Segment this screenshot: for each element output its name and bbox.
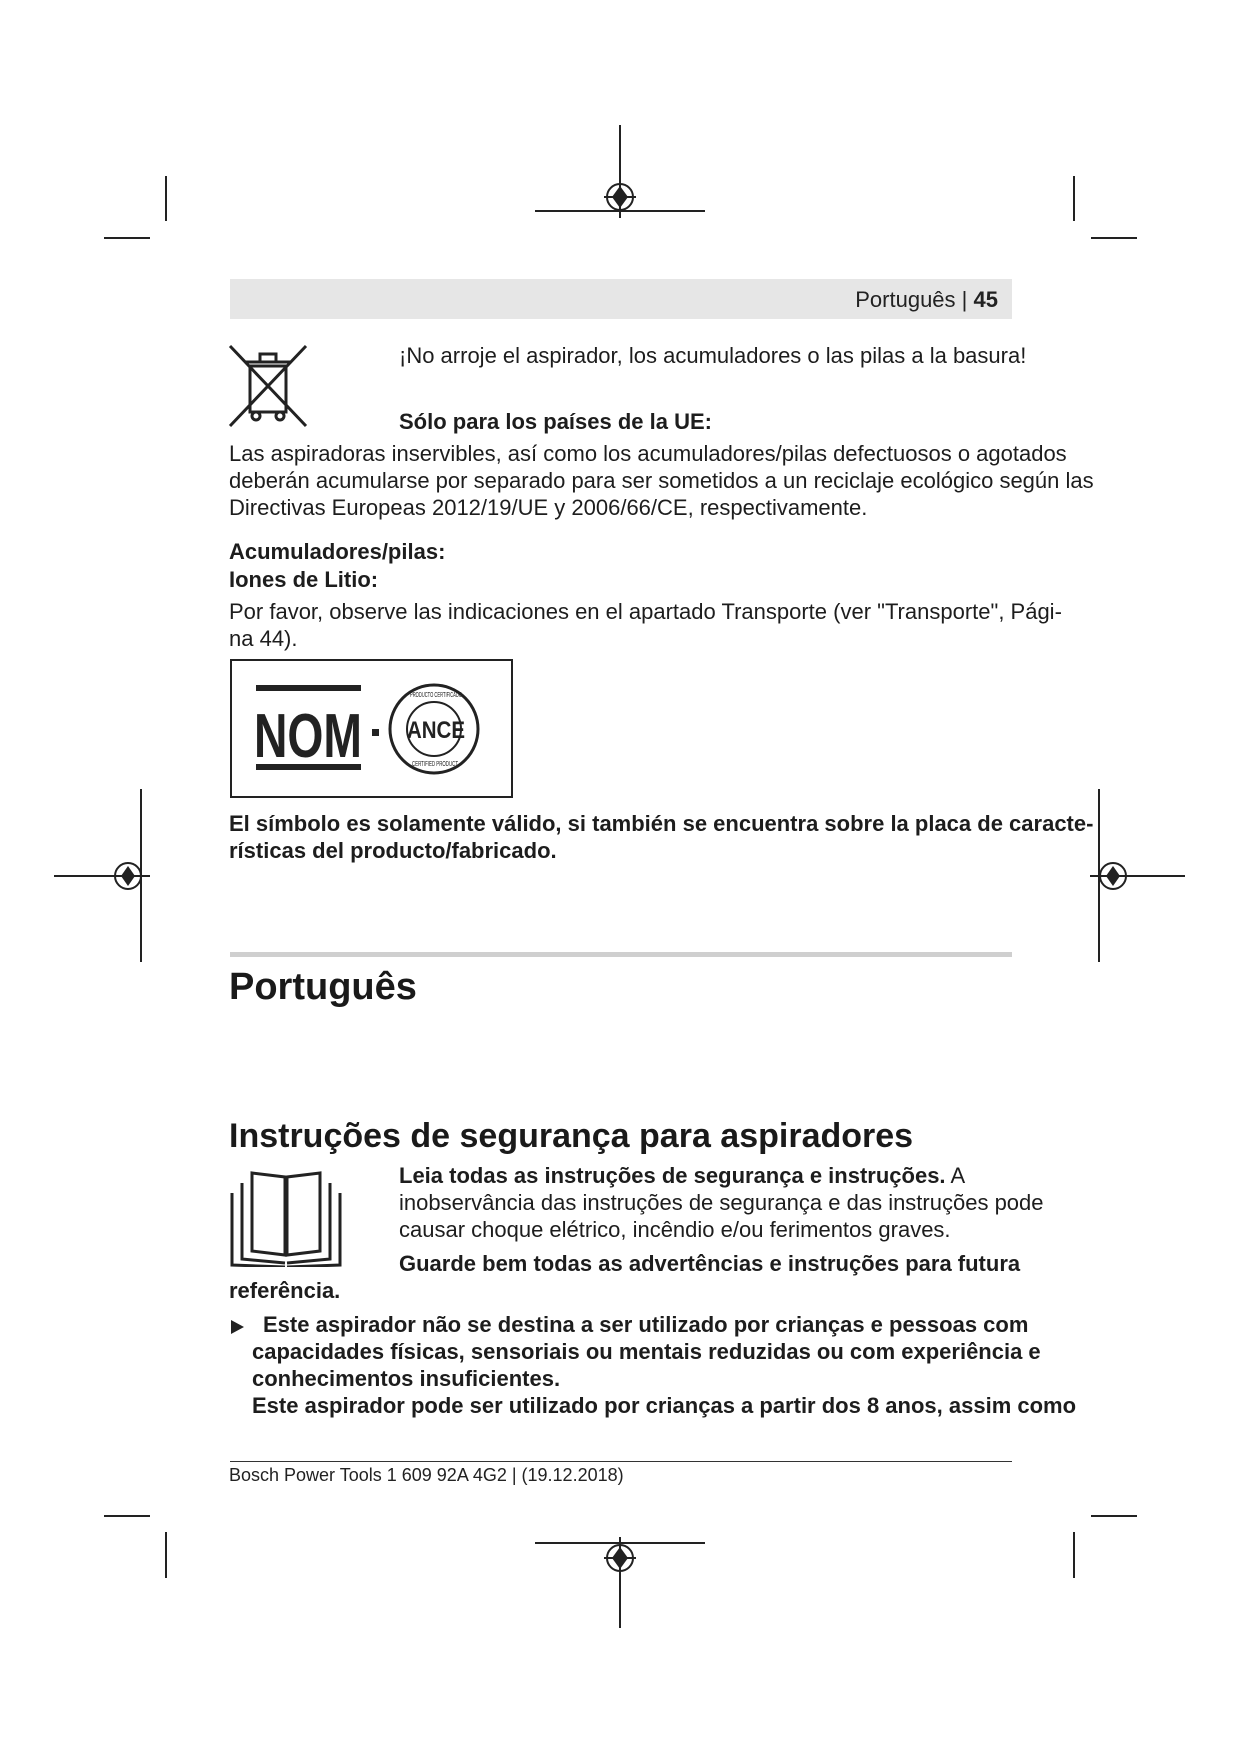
read-instructions-line-1: [399, 1162, 965, 1189]
keep-instructions-line-1: Guarde bem todas as advertências e instruções para futura: [399, 1251, 1021, 1276]
nom-note-line-1: El símbolo es solamente válido, si también se encuentra sobre la placa de caracte-: [229, 811, 1094, 836]
footer-text: Bosch Power Tools 1 609 92A 4G2 | (19.12.2018): [229, 1465, 624, 1485]
section-subtitle: Instruções de segurança para aspiradores: [229, 1117, 914, 1155]
page-header: [230, 279, 1012, 319]
bullet-line-4: Este aspirador pode ser utilizado por crianças a partir dos 8 anos, assim como: [252, 1393, 1077, 1418]
eu-text-line-3: Directivas Europeas 2012/19/UE y 2006/66/CE, respectivamente.: [229, 495, 868, 520]
section-title: Português: [229, 966, 417, 1008]
bullet-line-3: conhecimentos insuficientes.: [252, 1366, 561, 1391]
seal-bottom-text: CERTIFIED PRODUCT: [412, 761, 459, 768]
footer-rule: [230, 1461, 1012, 1462]
header-separator: |: [961, 287, 968, 312]
bullet-line-1: Este aspirador não se destina a ser utilizado por crianças e pessoas com: [263, 1312, 1029, 1337]
read-instructions-rest: A: [945, 1163, 966, 1188]
keep-instructions-line-2: referência.: [229, 1278, 341, 1303]
read-instructions-bold: Leia todas as instruções de segurança e instruções.: [399, 1163, 946, 1188]
eu-text-line-1: Las aspiradoras inservibles, así como los acumuladores/pilas defectuosos o agotados: [229, 441, 1067, 466]
header-language: Português: [855, 287, 956, 312]
read-instructions-line-2: inobservância das instruções de segurança e das instruções pode: [399, 1190, 1044, 1215]
book-icon: [228, 1167, 346, 1267]
section-divider: [230, 952, 1012, 957]
batteries-title: Acumuladores/pilas:: [229, 539, 446, 564]
nom-logo-text: NOM: [254, 702, 362, 771]
nom-ance-graphic: [232, 661, 511, 796]
batteries-subtitle: Iones de Litio:: [229, 567, 379, 592]
header-text: [855, 287, 998, 313]
batteries-text-line-2: na 44).: [229, 626, 298, 651]
seal-top-text: PRODUCTO CERTIFICADO: [410, 692, 463, 699]
crossed-bin-icon: [228, 344, 308, 428]
eu-title: Sólo para los países de la UE:: [399, 409, 712, 434]
bullet-triangle-icon: [230, 1318, 246, 1336]
bullet-line-2: capacidades físicas, sensoriais ou mentais reduzidas ou com experiência e: [252, 1339, 1041, 1364]
disposal-warning: ¡No arroje el aspirador, los acumuladores o las pilas a la basura!: [399, 343, 1027, 368]
page-number: 45: [973, 287, 998, 312]
eu-text-line-2: deberán acumularse por separado para ser sometidos a un reciclaje ecológico según las: [229, 468, 1094, 493]
ance-text: ANCE: [407, 717, 465, 744]
read-instructions-line-3: causar choque elétrico, incêndio e/ou ferimentos graves.: [399, 1217, 951, 1242]
nom-note-line-2: rísticas del producto/fabricado.: [229, 838, 557, 863]
batteries-text-line-1: Por favor, observe las indicaciones en el apartado Transporte (ver "Transporte", Pági-: [229, 599, 1062, 624]
nom-ance-logo: [230, 659, 513, 798]
